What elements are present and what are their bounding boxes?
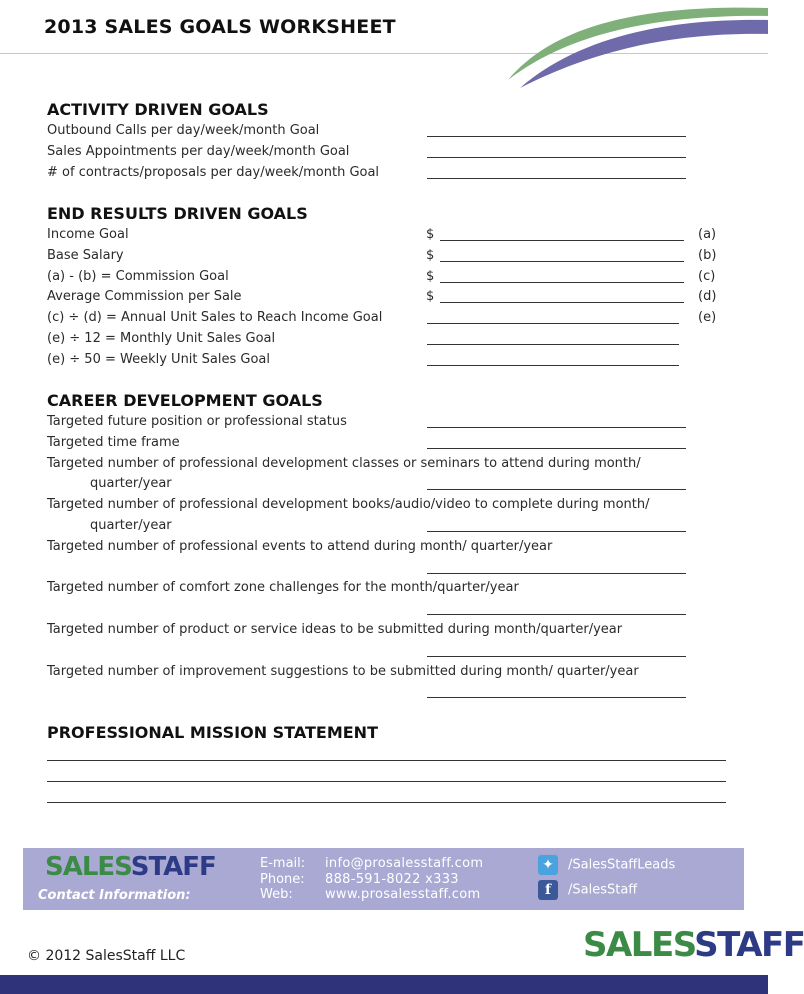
goal-row — [47, 225, 727, 246]
goal-label: Targeted number of comfort zone challenges for the month/quarter/year — [47, 580, 519, 596]
dollar-sign: $ — [426, 227, 435, 242]
answer-blank[interactable] — [427, 656, 686, 657]
contact-keys — [260, 856, 305, 903]
goal-label: Targeted number of improvement suggestions to be submitted during month/ quarter/year — [47, 663, 639, 679]
answer-blank[interactable] — [440, 302, 684, 303]
contact-label: Contact Information: — [38, 888, 191, 903]
goal-row — [47, 454, 727, 475]
blank-row — [47, 641, 727, 662]
goal-label: Base Salary — [47, 247, 124, 263]
goal-label: Targeted number of professional events to attend during month/ quarter/year — [47, 538, 553, 554]
contact-band — [23, 848, 744, 910]
goal-row — [47, 267, 727, 288]
phone-number: 888-591-8022 x333 — [325, 871, 459, 887]
page-title: 2013 SALES GOALS WORKSHEET — [44, 16, 396, 38]
goal-label: Average Commission per Sale — [47, 289, 242, 305]
activity-section — [47, 99, 707, 183]
section-heading: END RESULTS DRIVEN GOALS — [47, 204, 308, 223]
goal-label: Targeted time frame — [47, 434, 180, 450]
answer-blank[interactable] — [427, 573, 686, 574]
goal-label: (e) ÷ 12 = Monthly Unit Sales Goal — [47, 330, 276, 346]
goal-row — [47, 433, 727, 454]
logo-staff-text: STAFF — [130, 852, 216, 882]
email-link[interactable]: info@prosalesstaff.com — [325, 856, 484, 871]
twitter-handle: /SalesStaffLeads — [568, 857, 676, 873]
mission-line[interactable] — [47, 781, 726, 782]
answer-blank[interactable] — [440, 261, 684, 262]
goal-label: Sales Appointments per day/week/month Goal — [47, 143, 350, 159]
goal-row — [47, 121, 707, 142]
dollar-sign: $ — [426, 289, 435, 305]
goal-row — [47, 329, 727, 350]
goal-row — [47, 246, 727, 267]
answer-blank[interactable] — [427, 323, 679, 324]
goal-label: (a) - (b) = Commission Goal — [47, 268, 229, 284]
answer-blank[interactable] — [427, 614, 686, 615]
mission-section — [47, 722, 727, 744]
salesstaff-logo-large — [583, 925, 804, 965]
answer-blank[interactable] — [427, 344, 679, 345]
career-section — [47, 390, 727, 703]
blank-row — [47, 682, 727, 703]
row-letter: (b) — [698, 247, 717, 263]
goal-label: Targeted number of professional development books/audio/video to complete during month/ — [47, 497, 650, 513]
answer-blank[interactable] — [427, 697, 686, 698]
row-letter: (e) — [698, 310, 717, 326]
goal-row — [47, 516, 727, 537]
goal-label: Targeted number of professional development classes or seminars to attend during month/ — [47, 455, 641, 471]
goal-label: # of contracts/proposals per day/week/month Goal — [47, 164, 380, 180]
goal-row — [47, 495, 727, 516]
goal-row — [47, 474, 727, 495]
goal-row — [47, 287, 727, 308]
twitter-icon: ✦ — [538, 855, 558, 875]
goal-label: (e) ÷ 50 = Weekly Unit Sales Goal — [47, 351, 270, 367]
bottom-bar — [0, 975, 768, 994]
answer-blank[interactable] — [427, 448, 686, 449]
answer-blank[interactable] — [427, 531, 686, 532]
goal-row — [47, 412, 727, 433]
goal-row — [47, 537, 727, 558]
dollar-sign: $ — [426, 268, 435, 284]
facebook-link[interactable] — [538, 880, 637, 900]
answer-blank[interactable] — [427, 178, 686, 179]
answer-blank[interactable] — [427, 427, 686, 428]
answer-blank[interactable] — [440, 282, 684, 283]
goal-label: Income Goal — [47, 227, 129, 242]
web-label: Web: — [260, 887, 293, 902]
goal-label-continued: quarter/year — [90, 517, 172, 533]
section-heading: CAREER DEVELOPMENT GOALS — [47, 391, 323, 410]
answer-blank[interactable] — [440, 240, 684, 241]
email-label: E-mail: — [260, 856, 306, 871]
blank-row — [47, 599, 727, 620]
twitter-link[interactable] — [538, 855, 675, 875]
goal-label: Targeted number of product or service ideas to be submitted during month/quarter/year — [47, 621, 623, 637]
mission-line[interactable] — [47, 760, 726, 761]
mission-line[interactable] — [47, 802, 726, 803]
results-section — [47, 203, 727, 371]
dollar-sign: $ — [426, 247, 435, 263]
goal-label: Outbound Calls per day/week/month Goal — [47, 123, 320, 138]
facebook-icon: f — [538, 880, 558, 900]
answer-blank[interactable] — [427, 136, 686, 137]
goal-label: Targeted future position or professional status — [47, 414, 347, 429]
copyright: © 2012 SalesStaff LLC — [27, 948, 186, 964]
goal-row — [47, 578, 727, 599]
row-letter: (d) — [698, 289, 717, 305]
decorative-swoosh — [480, 0, 768, 92]
blank-row — [47, 558, 727, 579]
phone-label: Phone: — [260, 871, 305, 887]
goal-row — [47, 620, 727, 641]
answer-blank[interactable] — [427, 365, 679, 366]
facebook-handle: /SalesStaff — [568, 882, 638, 898]
row-letter: (a) — [698, 227, 717, 242]
goal-label: (c) ÷ (d) = Annual Unit Sales to Reach Income Goal — [47, 310, 383, 326]
goal-row — [47, 142, 707, 163]
section-heading: PROFESSIONAL MISSION STATEMENT — [47, 723, 378, 742]
goal-row — [47, 662, 727, 683]
row-letter: (c) — [698, 268, 716, 284]
logo-sales-text: SALES — [583, 925, 695, 965]
goal-row — [47, 350, 727, 371]
goal-label-continued: quarter/year — [90, 476, 172, 492]
logo-sales-text: SALES — [45, 852, 131, 882]
answer-blank[interactable] — [427, 489, 686, 490]
logo-staff-text: STAFF — [694, 925, 804, 965]
goal-row — [47, 308, 727, 329]
web-link[interactable]: www.prosalesstaff.com — [325, 887, 481, 902]
contact-values — [325, 856, 483, 903]
section-heading: ACTIVITY DRIVEN GOALS — [47, 100, 269, 119]
goal-row — [47, 163, 707, 184]
answer-blank[interactable] — [427, 157, 686, 158]
salesstaff-logo — [45, 852, 216, 882]
